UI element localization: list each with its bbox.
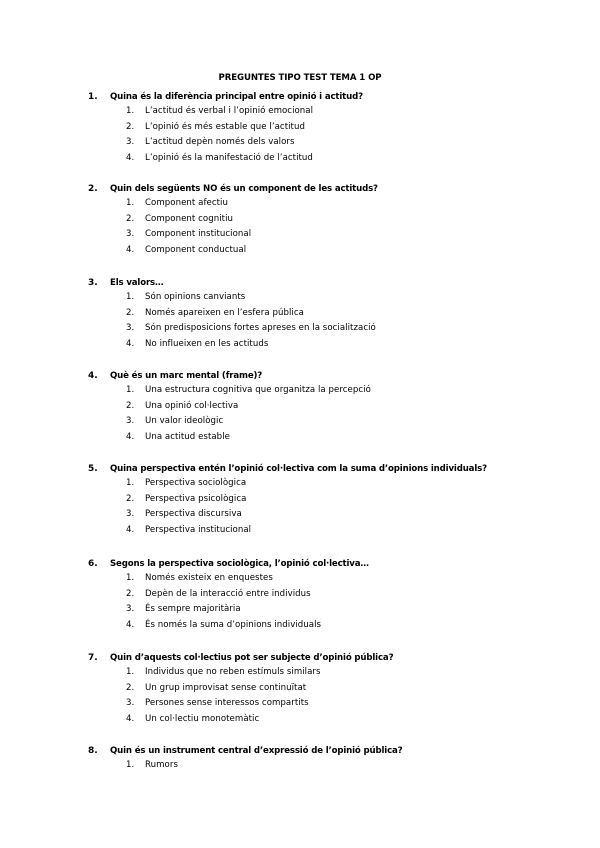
option-number: 1. [126, 573, 135, 583]
answer-option [0, 104, 600, 120]
question-number: 7. [88, 653, 98, 663]
option-text: Una estructura cognitiva que organitza la percepció [145, 385, 371, 395]
question-number: 2. [88, 184, 98, 194]
option-text: Individus que no reben estímuls similars [145, 667, 321, 677]
option-text: Component institucional [145, 229, 252, 240]
question-text: Segons la perspectiva sociològica, l’opinió col·lectiva… [110, 559, 369, 569]
question-number: 8. [88, 746, 98, 756]
answer-option [0, 212, 600, 228]
option-text: Perspectiva institucional [145, 524, 252, 535]
option-number: 1. [126, 292, 135, 302]
option-text: L’actitud depèn només dels valors [145, 137, 295, 148]
option-text: Una actitud estable [145, 431, 230, 442]
option-number: 1. [126, 760, 135, 770]
answer-option [0, 399, 600, 415]
option-number: 1. [126, 106, 135, 116]
option-text: Component afectiu [145, 198, 228, 208]
answer-option [0, 523, 600, 539]
question-2 [0, 182, 600, 258]
question-4 [0, 369, 600, 445]
question-3 [0, 276, 600, 352]
question-text: Quin dels següents NO és un component de les actituds? [110, 184, 378, 194]
question-text: Quin és un instrument central d’expressió de l’opinió pública? [110, 746, 403, 756]
answer-option [0, 492, 600, 508]
question-8 [0, 744, 600, 774]
option-number: 2. [126, 213, 135, 224]
answer-option [0, 243, 600, 259]
page-title: PREGUNTES TIPO TEST TEMA 1 OP [218, 73, 382, 83]
answer-option [0, 337, 600, 353]
option-number: 4. [126, 152, 135, 163]
option-text: És només la suma d’opinions individuals [145, 619, 322, 630]
question-number: 5. [88, 464, 98, 474]
option-text: Només apareixen en l’esfera pública [145, 307, 304, 318]
answer-option [0, 618, 600, 634]
option-text: Component cognitiu [145, 213, 233, 224]
answer-option [0, 306, 600, 322]
option-text: Un col·lectiu monotemàtic [145, 713, 260, 724]
option-number: 2. [126, 493, 135, 504]
question-text: Els valors… [110, 278, 164, 288]
answer-option [0, 696, 600, 712]
question-7 [0, 651, 600, 727]
option-text: Rumors [145, 760, 178, 770]
question-5 [0, 462, 600, 538]
option-text: No influeixen en les actituds [145, 338, 269, 349]
answer-option [0, 430, 600, 446]
option-number: 3. [126, 698, 135, 709]
answer-option [0, 602, 600, 618]
answer-option [0, 135, 600, 151]
option-number: 2. [126, 307, 135, 318]
option-text: L’opinió és la manifestació de l’actitud [145, 152, 313, 163]
question-number: 4. [88, 371, 98, 381]
option-text: Un grup improvisat sense continuïtat [145, 682, 307, 693]
option-number: 2. [126, 588, 135, 599]
question-text: Quin d’aquests col·lectius pot ser subjecte d’opinió pública? [110, 653, 394, 663]
question-number: 6. [88, 559, 98, 569]
answer-option [0, 383, 600, 399]
option-text: Perspectiva psicològica [145, 493, 247, 504]
option-text: Són opinions canviants [145, 292, 246, 302]
option-number: 3. [126, 509, 135, 520]
answer-option [0, 196, 600, 212]
answer-option [0, 712, 600, 728]
answer-option [0, 290, 600, 306]
option-text: És sempre majoritària [145, 604, 241, 615]
question-number: 3. [88, 278, 98, 288]
option-text: Una opinió col·lectiva [145, 400, 239, 411]
question-text: Què és un marc mental (frame)? [110, 371, 263, 381]
option-number: 4. [126, 338, 135, 349]
answer-option [0, 665, 600, 681]
option-text: Persones sense interessos compartits [145, 698, 309, 709]
option-number: 3. [126, 604, 135, 615]
answer-option [0, 571, 600, 587]
question-text: Quina és la diferència principal entre opinió i actitud? [110, 92, 363, 102]
option-text: Un valor ideològic [145, 416, 224, 427]
question-6 [0, 557, 600, 633]
option-text: Perspectiva discursiva [145, 509, 242, 520]
option-number: 1. [126, 478, 135, 488]
option-number: 1. [126, 385, 135, 395]
question-number: 1. [88, 92, 98, 102]
answer-option [0, 120, 600, 136]
question-text: Quina perspectiva entén l’opinió col·lectiva com la suma d’opinions individuals? [110, 464, 487, 474]
option-number: 4. [126, 431, 135, 442]
option-text: L’actitud és verbal i l’opinió emocional [145, 106, 314, 116]
option-number: 1. [126, 198, 135, 208]
answer-option [0, 587, 600, 603]
option-number: 3. [126, 416, 135, 427]
option-text: Només existeix en enquestes [145, 573, 273, 583]
answer-option [0, 227, 600, 243]
option-number: 3. [126, 229, 135, 240]
option-number: 2. [126, 400, 135, 411]
option-number: 2. [126, 682, 135, 693]
answer-option [0, 321, 600, 337]
option-number: 4. [126, 713, 135, 724]
option-text: Són predisposicions fortes apreses en la socialització [145, 323, 376, 334]
answer-option [0, 758, 600, 774]
option-number: 3. [126, 137, 135, 148]
option-text: Component conductual [145, 244, 247, 255]
option-text: L’opinió és més estable que l’actitud [145, 121, 305, 132]
answer-option [0, 476, 600, 492]
option-number: 4. [126, 524, 135, 535]
option-number: 3. [126, 323, 135, 334]
answer-option [0, 681, 600, 697]
answer-option [0, 151, 600, 167]
option-number: 4. [126, 244, 135, 255]
option-text: Perspectiva sociològica [145, 478, 247, 488]
option-text: Depèn de la interacció entre individus [145, 588, 311, 599]
option-number: 2. [126, 121, 135, 132]
option-number: 1. [126, 667, 135, 677]
answer-option [0, 507, 600, 523]
option-number: 4. [126, 619, 135, 630]
question-1 [0, 90, 600, 166]
answer-option [0, 414, 600, 430]
